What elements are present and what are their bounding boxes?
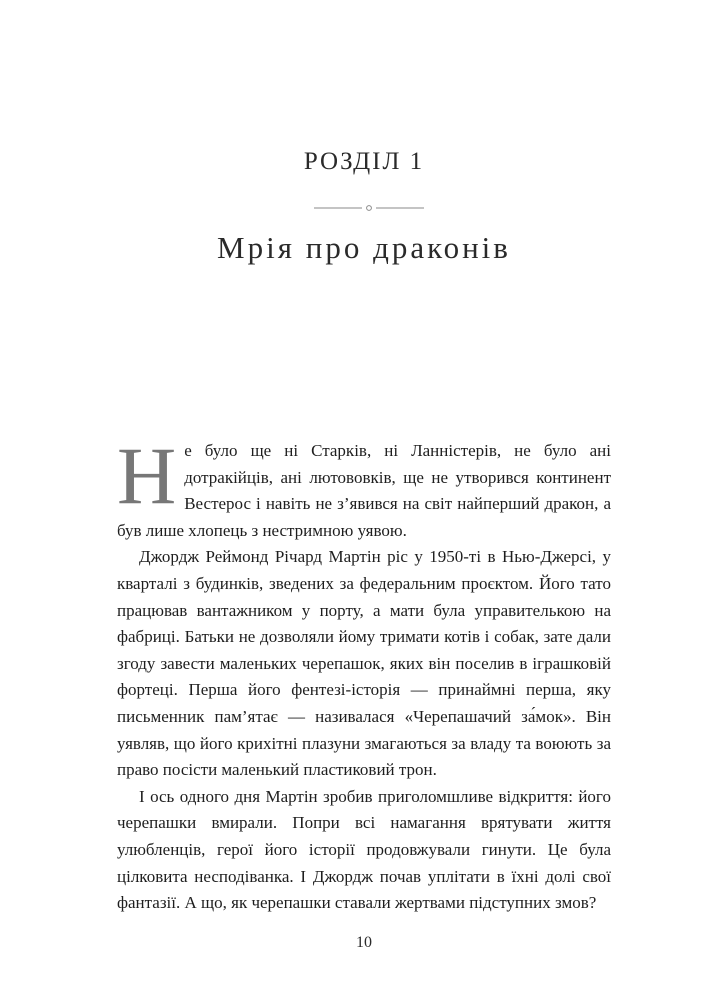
chapter-label: РОЗДІЛ 1: [303, 148, 425, 175]
page-number: 10: [356, 934, 372, 951]
paragraph-3: І ось одного дня Мартін зробив приголомшливе відкриття: його черепашки вмирали. Попри всі намагання врятувати життя улюбленців, герої його історії продовжували гинути. Це була цілковита несподіванка. І Джордж почав уплітати в їхні долі свої фантазії. А що, як черепашки ставали жертвами підступних змов?: [117, 786, 611, 913]
chapter-ornament-divider: [314, 203, 424, 213]
paragraph-1-text: е було ще ні Старків, ні Ланністерів, не було ані дотракійців, ані лютововків, ще не утворився континент Вестерос і навіть не з’явився на світ найперший дракон, а був лише хлопець з нестримною уявою.: [117, 441, 611, 540]
paragraph-1: [117, 430, 611, 544]
drop-cap: Н: [117, 430, 177, 521]
chapter-title: Мрія про драконів: [217, 230, 511, 265]
paragraph-2: Джордж Реймонд Річард Мартін ріс у 1950-ті в Нью-Джерсі, у кварталі з будинків, зведених за федеральним проєктом. Його тато працював вантажником у порту, а мати була управителькою на фабриці. Батьки не дозволяли йому тримати котів і собак, зате дали згоду завести маленьких черепашок, яких він поселив в іграшковій фортеці. Перша його фентезі-історія — принаймні перша, яку письменник пам’ятає — називалася «Черепашачий за́мок». Він уявляв, що його крихітні плазуни змагаються за владу та воюють за право посісти маленький пластиковий трон.: [117, 547, 611, 780]
chapter-body: [117, 430, 611, 917]
